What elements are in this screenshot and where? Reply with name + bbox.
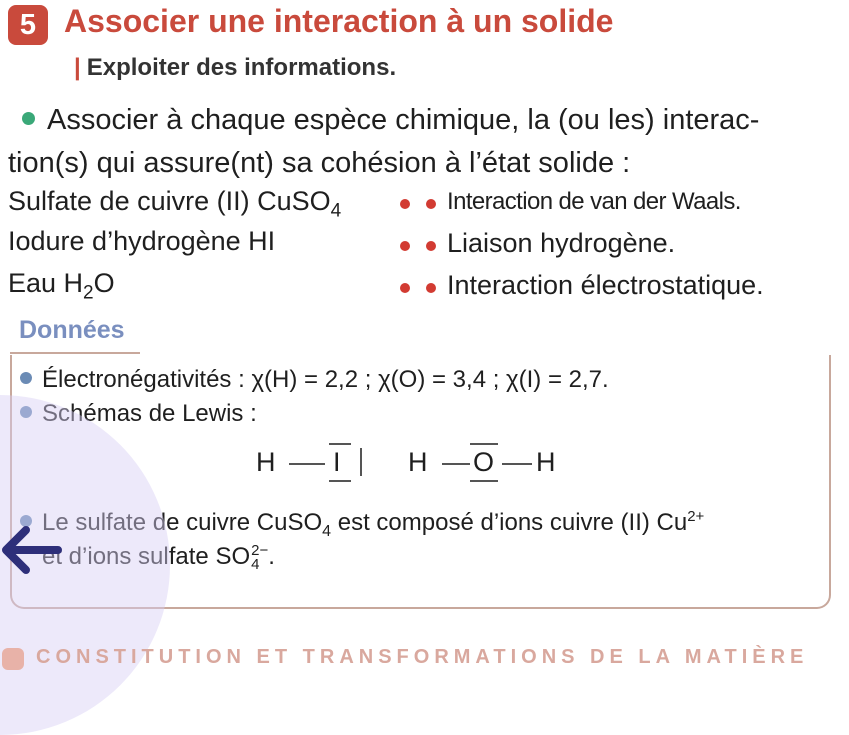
lewis-h2o-o: O bbox=[473, 447, 495, 477]
exercise-title: Associer une interaction à un solide bbox=[64, 3, 614, 39]
footer-badge bbox=[2, 648, 24, 670]
lewis-h2o-h1: H bbox=[408, 447, 428, 477]
species-item bbox=[8, 186, 341, 222]
donnees-heading: Données bbox=[19, 316, 125, 344]
left-match-dot[interactable] bbox=[400, 283, 410, 293]
electronegativity-text: Électronégativités : χ(H) = 2,2 ; χ(O) = 3,4 ; χ(I) = 2,7. bbox=[42, 366, 609, 393]
lone-pair-bar bbox=[470, 480, 498, 482]
lewis-h2o-h2: H bbox=[536, 447, 556, 477]
species-name: Eau H bbox=[8, 268, 84, 298]
sulfate-charge: 2− bbox=[251, 541, 269, 559]
right-match-dot[interactable] bbox=[426, 199, 436, 209]
species-name-end: O bbox=[93, 268, 115, 298]
frame-top-rule bbox=[10, 352, 140, 354]
sulfate-index: 4 bbox=[251, 555, 260, 573]
interaction-item: Liaison hydrogène. bbox=[447, 228, 676, 258]
lone-pair-bar bbox=[329, 480, 351, 482]
lone-pair-bar bbox=[360, 448, 362, 476]
lone-pair-bar bbox=[329, 443, 351, 445]
species-item bbox=[8, 226, 275, 257]
electronegativity-line bbox=[20, 366, 609, 394]
bullet-icon bbox=[22, 112, 35, 125]
question-line-1 bbox=[22, 104, 759, 137]
subtitle-bar-icon: | bbox=[74, 54, 81, 81]
question-text-1: Associer à chaque espèce chimique, la (ou les) interac- bbox=[47, 104, 760, 136]
left-match-dot[interactable] bbox=[400, 199, 410, 209]
species-subscript: 2 bbox=[83, 282, 94, 304]
question-line-2: tion(s) qui assure(nt) sa cohésion à l’état solide : bbox=[8, 147, 631, 179]
back-arrow-icon[interactable] bbox=[0, 520, 62, 580]
interaction-item: Interaction électrostatique. bbox=[447, 270, 764, 300]
lone-pair-bar bbox=[470, 443, 498, 445]
interaction-item: Interaction de van der Waals. bbox=[447, 188, 741, 215]
sulfate-text-1: Le sulfate de cuivre CuSO bbox=[42, 509, 323, 536]
species-name: Iodure d’hydrogène HI bbox=[8, 226, 276, 256]
exercise-number-badge: 5 bbox=[8, 5, 48, 45]
skill-subtitle bbox=[74, 54, 396, 82]
footer-chapter-title: CONSTITUTION ET TRANSFORMATIONS DE LA MATIÈRE bbox=[36, 646, 809, 668]
sulfate-ion-indices bbox=[251, 541, 269, 573]
sulfate-text-2: est composé d’ions cuivre (II) Cu bbox=[331, 509, 688, 536]
right-match-dot[interactable] bbox=[426, 241, 436, 251]
bond-line bbox=[289, 463, 325, 465]
skill-text: Exploiter des informations. bbox=[86, 54, 397, 81]
lewis-label-text: Schémas de Lewis : bbox=[42, 400, 257, 427]
sulfate-text-3: et d’ions sulfate SO bbox=[42, 543, 251, 570]
sulfate-subscript: 4 bbox=[322, 522, 332, 540]
copper-charge: 2+ bbox=[687, 508, 705, 525]
left-match-dot[interactable] bbox=[400, 241, 410, 251]
lewis-hi-h: H bbox=[256, 447, 276, 477]
bond-line bbox=[442, 463, 470, 465]
sulfate-period: . bbox=[268, 543, 275, 570]
bond-line bbox=[502, 463, 532, 465]
species-name: Sulfate de cuivre (II) CuSO bbox=[8, 186, 331, 216]
species-item bbox=[8, 268, 115, 304]
bullet-icon bbox=[20, 372, 32, 384]
species-subscript: 4 bbox=[330, 200, 342, 222]
lewis-hi-i: I bbox=[333, 447, 341, 477]
right-match-dot[interactable] bbox=[426, 283, 436, 293]
